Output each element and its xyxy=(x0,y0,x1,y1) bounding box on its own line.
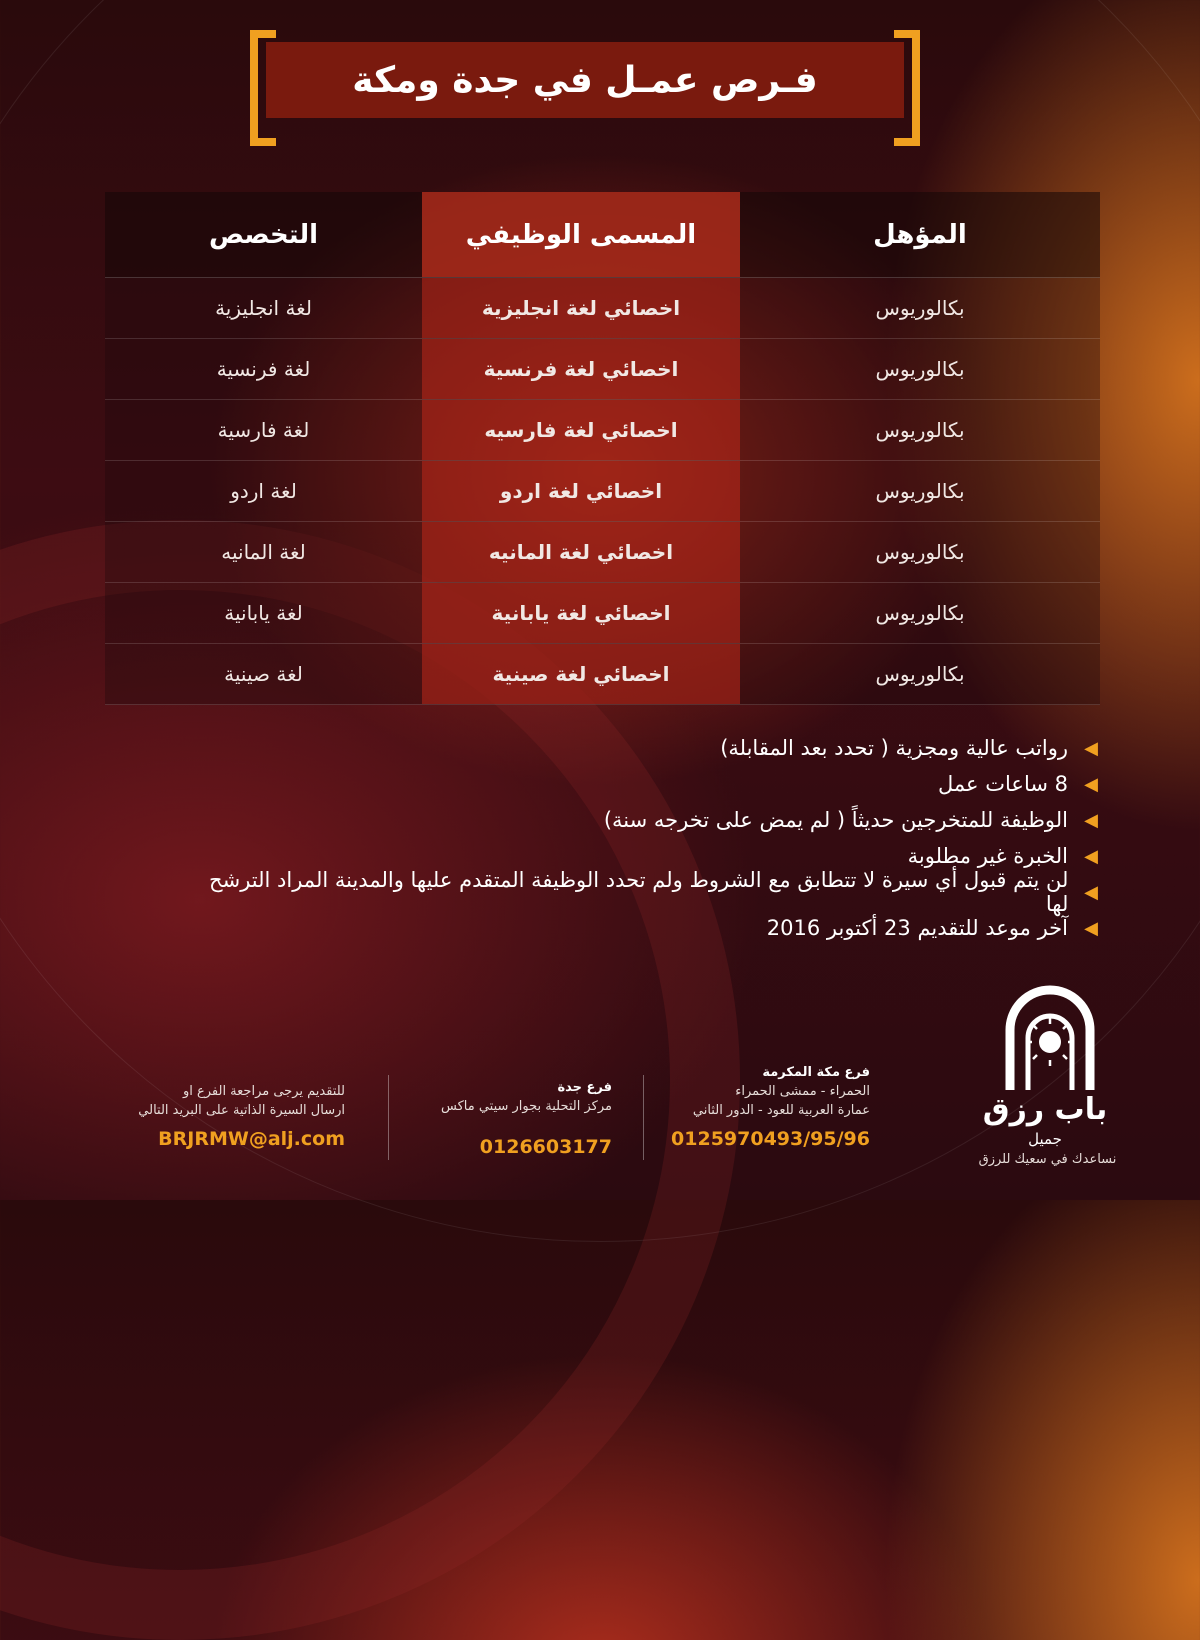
branch-address-line: الحمراء - ممشى الحمراء xyxy=(735,1084,870,1099)
header-qualification: المؤهل xyxy=(873,219,967,250)
specialization-cell: لغة اردو xyxy=(230,479,297,503)
table-row xyxy=(105,278,1100,339)
branch-name: فرع مكة المكرمة xyxy=(762,1065,870,1080)
bullet-text: الوظيفة للمتخرجين حديثاً ( لم يمض على تخرجه سنة) xyxy=(603,808,1068,832)
table-row xyxy=(105,522,1100,583)
list-item xyxy=(198,802,1098,838)
arrow-left-icon: ◀ xyxy=(1084,809,1098,831)
makkah-branch xyxy=(620,1065,870,1150)
divider xyxy=(388,1075,389,1160)
logo-subname: جميل xyxy=(1028,1130,1062,1148)
job-title-cell: اخصائي لغة فارسيه xyxy=(422,400,740,460)
qualification-cell: بكالوريوس xyxy=(875,418,965,442)
jeddah-branch xyxy=(392,1080,612,1158)
specialization-cell: لغة صينية xyxy=(224,662,303,686)
table-row xyxy=(105,583,1100,644)
arrow-left-icon: ◀ xyxy=(1084,845,1098,867)
apply-info xyxy=(75,1080,345,1150)
header-job-title: المسمى الوظيفي xyxy=(422,192,740,277)
bullet-text: لن يتم قبول أي سيرة لا تتطابق مع الشروط ولم تحدد الوظيفة المتقدم عليها والمدينة المراد الترشح لها xyxy=(209,868,1069,916)
job-title-cell: اخصائي لغة اردو xyxy=(422,461,740,521)
bullet-text: رواتب عالية ومجزية ( تحدد بعد المقابلة) xyxy=(720,736,1068,760)
list-item xyxy=(198,868,1098,916)
jobs-table xyxy=(105,192,1100,705)
job-title-cell: اخصائي لغة فرنسية xyxy=(422,339,740,399)
qualification-cell: بكالوريوس xyxy=(875,601,965,625)
bullet-text: آخر موعد للتقديم 23 أكتوبر 2016 xyxy=(766,916,1068,940)
job-title-cell: اخصائي لغة انجليزية xyxy=(422,278,740,338)
table-row xyxy=(105,339,1100,400)
specialization-cell: لغة يابانية xyxy=(224,601,303,625)
list-item xyxy=(198,730,1098,766)
arrow-left-icon: ◀ xyxy=(1084,917,1098,939)
logo-tagline: نساعدك في سعيك للرزق xyxy=(978,1152,1117,1167)
arrow-left-icon: ◀ xyxy=(1084,737,1098,759)
bullet-text: 8 ساعات عمل xyxy=(938,772,1068,796)
right-bracket xyxy=(894,30,920,146)
job-title-cell: اخصائي لغة يابانية xyxy=(422,583,740,643)
branch-address-line: عمارة العربية للعود - الدور الثاني xyxy=(692,1103,870,1118)
job-title-cell: اخصائي لغة المانيه xyxy=(422,522,740,582)
header-specialization: التخصص xyxy=(208,219,319,250)
table-row xyxy=(105,644,1100,705)
qualification-cell: بكالوريوس xyxy=(875,296,965,320)
branch-phone[interactable]: 0126603177 xyxy=(479,1136,612,1158)
qualification-cell: بكالوريوس xyxy=(875,540,965,564)
page-title: فـرص عمـل في جدة ومكة xyxy=(266,42,904,118)
logo-name: باب رزق xyxy=(982,1092,1108,1127)
table-row xyxy=(105,461,1100,522)
branch-name: فرع جدة xyxy=(557,1080,612,1095)
table-row xyxy=(105,400,1100,461)
specialization-cell: لغة فارسية xyxy=(217,418,310,442)
arrow-left-icon: ◀ xyxy=(1084,881,1098,903)
branch-phone[interactable]: 0125970493/95/96 xyxy=(671,1128,870,1150)
arch-sun-icon xyxy=(995,980,1105,1090)
apply-instruction: للتقديم يرجى مراجعة الفرع او xyxy=(182,1084,345,1099)
benefits-list xyxy=(198,730,1098,946)
title-banner xyxy=(250,30,920,140)
table-header-row xyxy=(105,192,1100,278)
qualification-cell: بكالوريوس xyxy=(875,357,965,381)
arrow-left-icon: ◀ xyxy=(1084,773,1098,795)
qualification-cell: بكالوريوس xyxy=(875,479,965,503)
divider xyxy=(643,1075,644,1160)
branch-address-line: مركز التحلية بجوار سيتي ماكس xyxy=(441,1099,612,1114)
qualification-cell: بكالوريوس xyxy=(875,662,965,686)
job-title-cell: اخصائي لغة صينية xyxy=(422,644,740,704)
specialization-cell: لغة فرنسية xyxy=(216,357,311,381)
specialization-cell: لغة انجليزية xyxy=(215,296,312,320)
bullet-text: الخبرة غير مطلوبة xyxy=(907,844,1068,868)
brand-logo xyxy=(975,980,1135,1170)
list-item xyxy=(198,766,1098,802)
apply-email[interactable]: BRJRMW@alj.com xyxy=(158,1128,345,1150)
apply-instruction: ارسال السيرة الذاتية على البريد التالي xyxy=(138,1103,345,1118)
specialization-cell: لغة المانيه xyxy=(221,540,306,564)
